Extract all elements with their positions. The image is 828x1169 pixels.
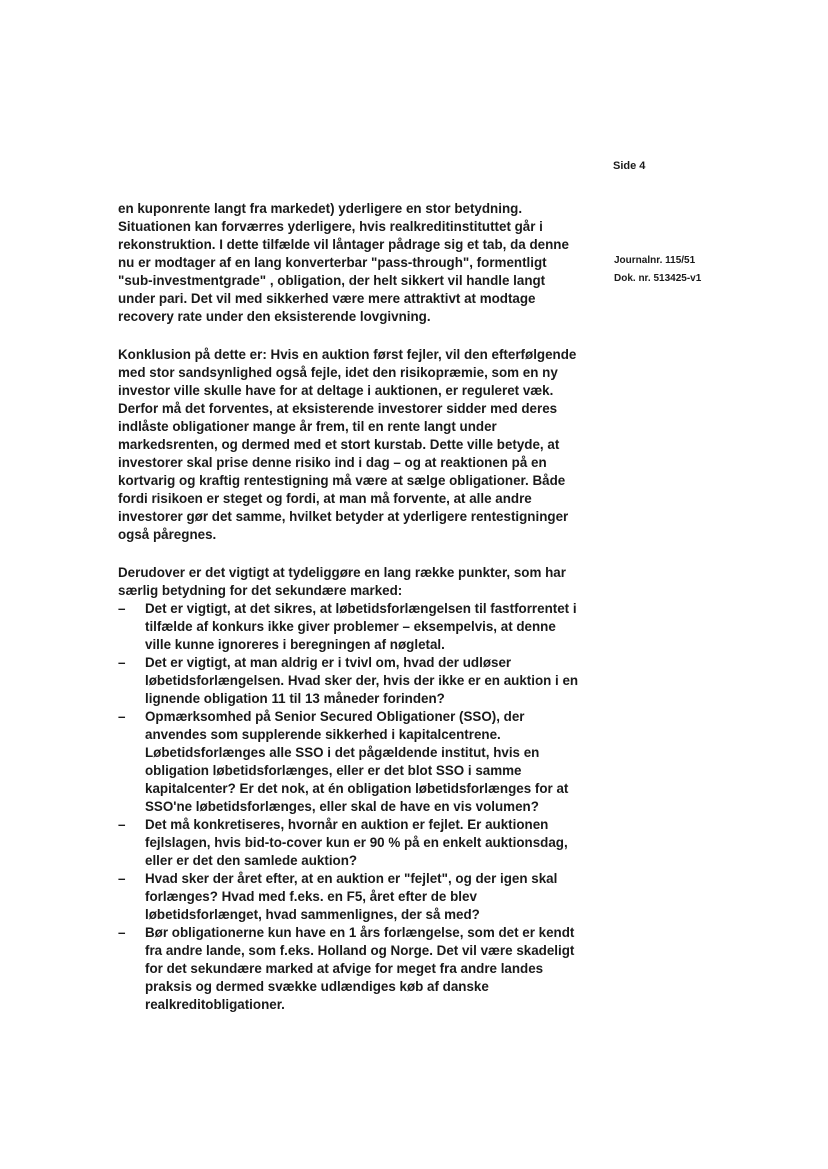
bullet-text: Bør obligationerne kun have en 1 års forlængelse, som det er kendt fra andre lande, som f.eks. Holland og Norge. Det vil være skadeligt for det sekundære marked at afvige for meget fra andre landes praksis og dermed svække udlændiges køb af danske realkreditobligationer. (145, 925, 575, 1012)
bullet-item (118, 870, 580, 924)
bullet-text: Hvad sker der året efter, at en auktion er "fejlet", og der igen skal forlænges? Hvad med f.eks. en F5, året efter de blev løbetidsforlænget, hvad sammenlignes, der så med? (145, 871, 558, 922)
document-body (118, 200, 580, 1014)
bullet-dash: – (118, 601, 126, 616)
bullet-item (118, 816, 580, 870)
bullet-list (118, 600, 580, 1014)
bullet-item (118, 708, 580, 816)
bullet-dash: – (118, 817, 126, 832)
bullet-text: Det er vigtigt, at det sikres, at løbetidsforlængelsen til fastforrentet i tilfælde af konkurs ikke giver problemer – eksempelvis, at denne ville kunne ignoreres i beregningen af nøgletal. (145, 601, 577, 652)
bullet-item (118, 600, 580, 654)
bullet-item (118, 924, 580, 1014)
bullet-text: Det er vigtigt, at man aldrig er i tvivl om, hvad der udløser løbetidsforlængelsen. Hvad sker der, hvis der ikke er en auktion i en lignende obligation 11 til 13 måneder forinden? (145, 655, 579, 706)
page-number: Side 4 (613, 160, 646, 172)
bullet-dash: – (118, 925, 126, 940)
bullet-item (118, 654, 580, 708)
bullet-dash: – (118, 655, 126, 670)
paragraph-intro-points: Derudover er det vigtigt at tydeliggøre en lang række punkter, som har særlig betydning for det sekundære marked: (118, 565, 566, 598)
bullet-text: Det må konkretiseres, hvornår en auktion er fejlet. Er auktionen fejlslagen, hvis bid-to-cover kun er 90 % på en enkelt auktionsdag, eller er det den samlede auktion? (145, 817, 568, 868)
document-number: Dok. nr. 513425-v1 (614, 273, 702, 284)
bullet-dash: – (118, 871, 126, 886)
paragraph-continuation: en kuponrente langt fra markedet) yderligere en stor betydning. Situationen kan forværres yderligere, hvis realkreditinstituttet går i rekonstruktion. I dette tilfælde vil låntager pådrage sig et tab, da denne nu er modtager af en lang konverterbar "pass-through", formentligt "sub-investmentgrade" , obligation, der helt sikkert vil handle langt under pari. Det vil med sikkerhed være mere attraktivt at modtage recovery rate under den eksisterende lovgivning. (118, 201, 569, 324)
paragraph-conclusion: Konklusion på dette er: Hvis en auktion først fejler, vil den efterfølgende med stor sandsynlighed også fejle, idet den risikopræmie, som en ny investor ville skulle have for at deltage i auktionen, er reguleret væk. Derfor må det forventes, at eksisterende investorer sidder med deres indlåste obligationer mange år frem, til en rente langt under markedsrenten, og dermed med et stort kurstab. Dette ville betyde, at investorer skal prise denne risiko ind i dag – og at reaktionen på en kortvarig og kraftig rentestigning må være at sælge obligationer. Både fordi risikoen er steget og fordi, at man må forvente, at alle andre investorer gør det samme, hvilket betyder at yderligere rentestigninger også påregnes. (118, 347, 577, 542)
journal-number: Journalnr. 115/51 (614, 255, 696, 266)
bullet-dash: – (118, 709, 126, 724)
document-meta (614, 252, 701, 288)
bullet-text: Opmærksomhed på Senior Secured Obligationer (SSO), der anvendes som supplerende sikkerhed i kapitalcentrene. Løbetidsforlænges alle SSO i det pågældende institut, hvis en obligation løbetidsforlænges, eller er det blot SSO i samme kapitalcenter? Er det nok, at én obligation løbetidsforlænges for at SSO'ne løbetidsforlænges, eller skal de have en vis volumen? (145, 709, 569, 814)
